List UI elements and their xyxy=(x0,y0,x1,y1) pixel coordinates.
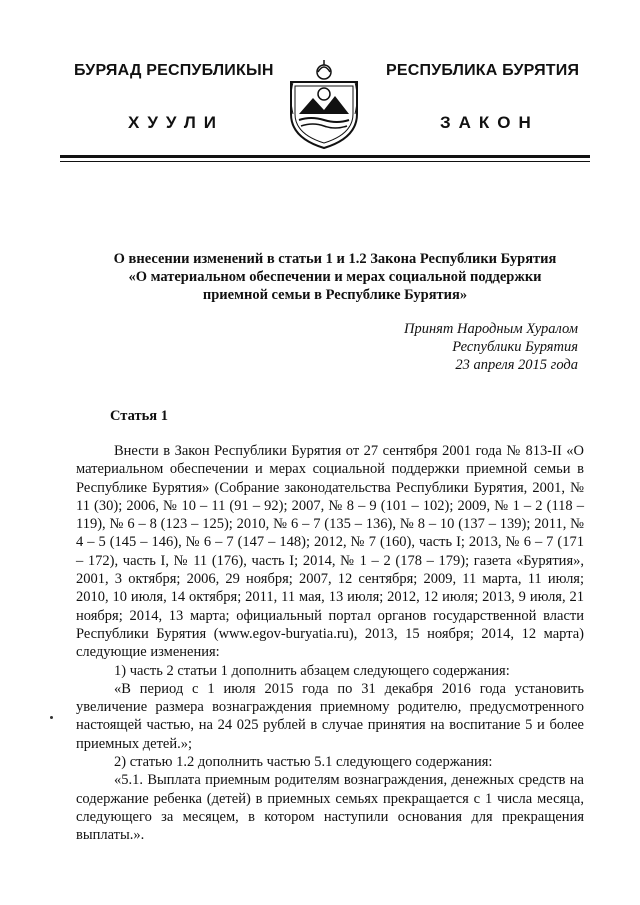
header-right-title: РЕСПУБЛИКА БУРЯТИЯ xyxy=(386,62,580,79)
adoption-date: 23 апреля 2015 года xyxy=(455,357,578,373)
header-rule-thick xyxy=(60,155,590,158)
header-rule-thin xyxy=(60,161,590,162)
paragraph: «В период с 1 июля 2015 года по 31 декабря 2016 года установить увеличение размера вознаграждения приемному родителю, предусмотренного настоящей частью, на 24 025 рублей в случае принятия на воспитание 5 и более приемных детей.»; xyxy=(76,680,584,752)
law-title-line: «О материальном обеспечении и мерах социальной поддержки xyxy=(128,269,542,285)
scan-artifact xyxy=(50,716,53,719)
adoption-line: Принят Народным Хуралом xyxy=(403,321,578,337)
adoption-note xyxy=(404,320,578,374)
paragraph: 1) часть 2 статьи 1 дополнить абзацем следующего содержания: xyxy=(114,662,510,679)
law-title-line: О внесении изменений в статьи 1 и 1.2 Закона Республики Бурятия xyxy=(113,251,557,267)
header-left-subtitle: ХУУЛИ xyxy=(128,113,224,132)
header-right-subtitle: ЗАКОН xyxy=(440,113,539,132)
paragraph: «5.1. Выплата приемным родителям вознаграждения, денежных средств на содержание ребенка (детей) в приемных семьях прекращается с 1 числа месяца, следующего за месяцем, в котором наступили основания для прекращения выплаты.». xyxy=(76,772,584,844)
header-left-title: БУРЯАД РЕСПУБЛИКЫН xyxy=(74,62,274,79)
law-title-line: приемной семьи в Республике Бурятия» xyxy=(202,287,468,303)
coat-of-arms-icon xyxy=(285,58,363,150)
adoption-line: Республики Бурятия xyxy=(452,339,578,355)
paragraph: Внести в Закон Республики Бурятия от 27 сентября 2001 года № 813-II «О материальном обеспечении и мерах социальной поддержки приемной семьи в Республике Бурятия» (Собрание законодательства Республики Бурятия, 2001, № 11 (30); 2006, № 10 – 11 (91 – 92); 2007, № 8 – 9 (101 – 102); 2009, № 1 – 2 (118 – 119), № 6 – 8 (123 – 125); 2010, № 6 – 7 (135 – 136), № 8 – 10 (137 – 139); 2011, № 4 – 5 (145 – 146), № 6 – 7 (147 – 148); 2012, № 7 (160), часть I; 2013, № 6 – 7 (171 – 172), часть I, № 11 (176), часть I; 2014, № 1 – 2 (178 – 179); газета «Бурятия», 2001, 3 октября; 2006, 29 ноября; 2007, 12 сентября; 2009, 11 марта, 11 июля; 2010, 10 июля, 14 октября; 2011, 11 мая, 13 июля; 2012, 12 июля; 2013, 9 июля, 21 ноября; 2014, 13 марта; официальный портал органов государственной власти Республики Бурятия (www.egov-buryatia.ru), 2013, 15 ноября; 2014, 12 марта) следующие изменения: xyxy=(76,443,584,661)
paragraph: 2) статью 1.2 дополнить частью 5.1 следующего содержания: xyxy=(114,754,493,771)
article-body xyxy=(76,442,584,845)
article-heading: Статья 1 xyxy=(110,408,168,424)
law-title xyxy=(100,250,570,304)
